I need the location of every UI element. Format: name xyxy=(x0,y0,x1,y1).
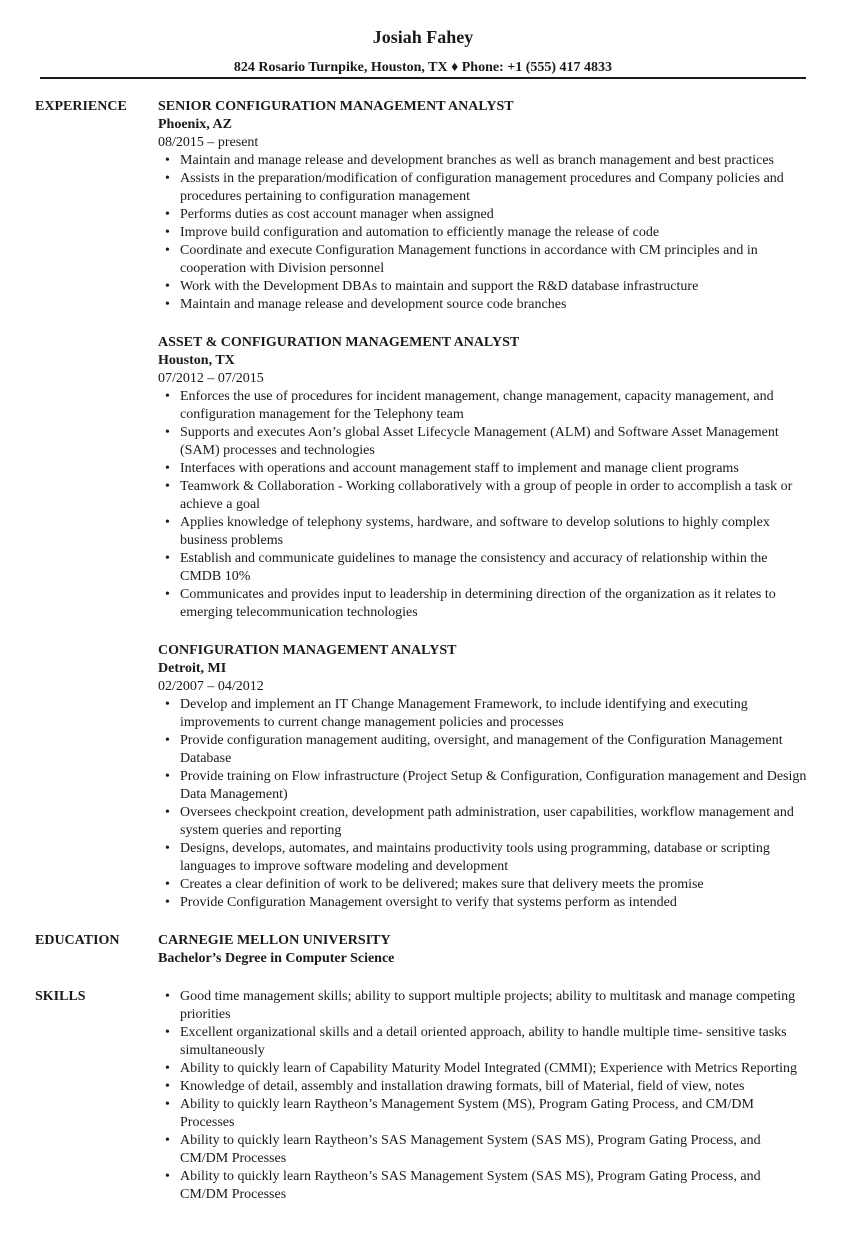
job-bullet: • Establish and communicate guidelines to manage the consistency and accuracy of relationship within the CMDB 10% xyxy=(158,550,808,586)
education-section xyxy=(35,932,815,968)
candidate-name: Josiah Fahey xyxy=(372,27,474,47)
skills-body xyxy=(158,988,815,1204)
job-bullet: • Provide Configuration Management oversight to verify that systems perform as intended xyxy=(158,894,808,912)
education-body xyxy=(158,932,815,968)
skills-list xyxy=(158,988,815,1204)
job-title: CONFIGURATION MANAGEMENT ANALYST xyxy=(158,643,457,658)
skill-item: • Ability to quickly learn Raytheon’s Management System (MS), Program Gating Process, and CM/DM Processes xyxy=(158,1096,808,1132)
header-divider xyxy=(40,77,806,79)
job-bullet: • Supports and executes Aon’s global Asset Lifecycle Management (ALM) and Software Asset Management (SAM) processes and technologies xyxy=(158,424,808,460)
skills-section xyxy=(35,988,815,1204)
skill-item: • Knowledge of detail, assembly and installation drawing formats, bill of Material, field of view, notes xyxy=(158,1078,808,1096)
job-entry xyxy=(158,98,815,314)
job-bullet: • Maintain and manage release and development branches as well as branch management and best practices xyxy=(158,152,808,170)
skill-item: • Excellent organizational skills and a detail oriented approach, ability to handle multiple time- sensitive tasks simultaneously xyxy=(158,1024,808,1060)
education-label: EDUCATION xyxy=(35,933,120,948)
skill-item: • Good time management skills; ability to support multiple projects; ability to multitask and manage competing priorities xyxy=(158,988,808,1024)
experience-section xyxy=(35,98,815,912)
skill-item: • Ability to quickly learn of Capability Maturity Model Integrated (CMMI); Experience with Metrics Reporting xyxy=(158,1060,808,1078)
job-bullet: • Coordinate and execute Configuration Management functions in accordance with CM principles and in cooperation with Division personnel xyxy=(158,242,808,278)
job-bullet: • Applies knowledge of telephony systems, hardware, and software to develop solutions to highly complex business problems xyxy=(158,514,808,550)
skill-item: • Ability to quickly learn Raytheon’s SAS Management System (SAS MS), Program Gating Process, and CM/DM Processes xyxy=(158,1132,808,1168)
job-entry xyxy=(158,334,815,622)
resume-content xyxy=(35,98,815,1204)
job-bullet: • Performs duties as cost account manager when assigned xyxy=(158,206,808,224)
skills-label: SKILLS xyxy=(35,989,86,1004)
job-bullets xyxy=(158,696,815,912)
job-bullet: • Maintain and manage release and development source code branches xyxy=(158,296,808,314)
job-bullets xyxy=(158,388,815,622)
job-title: SENIOR CONFIGURATION MANAGEMENT ANALYST xyxy=(158,99,514,114)
job-location: Houston, TX xyxy=(158,353,235,368)
section-spacer xyxy=(35,968,815,988)
job-bullet: • Oversees checkpoint creation, development path administration, user capabilities, workflow management and system queries and reporting xyxy=(158,804,808,840)
job-bullet: • Provide training on Flow infrastructure (Project Setup & Configuration, Configuration management and Design Data Management) xyxy=(158,768,808,804)
job-entry xyxy=(158,642,815,912)
job-bullet: • Interfaces with operations and account management staff to implement and manage client programs xyxy=(158,460,808,478)
job-bullet: • Designs, develops, automates, and maintains productivity tools using programming, database or scripting languages to improve software modeling and development xyxy=(158,840,808,876)
experience-body xyxy=(158,98,815,912)
job-bullet: • Work with the Development DBAs to maintain and support the R&D database infrastructure xyxy=(158,278,808,296)
job-location: Detroit, MI xyxy=(158,661,227,676)
degree: Bachelor’s Degree in Computer Science xyxy=(158,951,395,966)
job-title: ASSET & CONFIGURATION MANAGEMENT ANALYST xyxy=(158,335,520,350)
job-bullet: • Develop and implement an IT Change Management Framework, to include identifying and executing improvements to current change management policies and processes xyxy=(158,696,808,732)
job-dates: 08/2015 – present xyxy=(158,135,259,150)
school-name: CARNEGIE MELLON UNIVERSITY xyxy=(158,933,391,948)
job-bullet: • Improve build configuration and automation to efficiently manage the release of code xyxy=(158,224,808,242)
contact-line: 824 Rosario Turnpike, Houston, TX ♦ Phone: +1 (555) 417 4833 xyxy=(233,60,613,75)
job-bullet: • Teamwork & Collaboration - Working collaboratively with a group of people in order to accomplish a task or achieve a goal xyxy=(158,478,808,514)
job-bullet: • Provide configuration management auditing, oversight, and management of the Configuration Management Database xyxy=(158,732,808,768)
job-bullet: • Assists in the preparation/modification of configuration management procedures and Company policies and procedures pertaining to configuration management xyxy=(158,170,808,206)
job-bullet: • Creates a clear definition of work to be delivered; makes sure that delivery meets the promise xyxy=(158,876,808,894)
job-dates: 02/2007 – 04/2012 xyxy=(158,679,264,694)
job-bullet: • Enforces the use of procedures for incident management, change management, capacity management, and configuration management for the Telephony team xyxy=(158,388,808,424)
job-location: Phoenix, AZ xyxy=(158,117,232,132)
job-bullets xyxy=(158,152,815,314)
section-spacer xyxy=(35,912,815,932)
job-dates: 07/2012 – 07/2015 xyxy=(158,371,264,386)
job-bullet: • Communicates and provides input to leadership in determining direction of the organization as it relates to emerging telecommunication technologies xyxy=(158,586,808,622)
experience-label: EXPERIENCE xyxy=(35,99,127,114)
skill-item: • Ability to quickly learn Raytheon’s SAS Management System (SAS MS), Program Gating Process, and CM/DM Processes xyxy=(158,1168,808,1204)
